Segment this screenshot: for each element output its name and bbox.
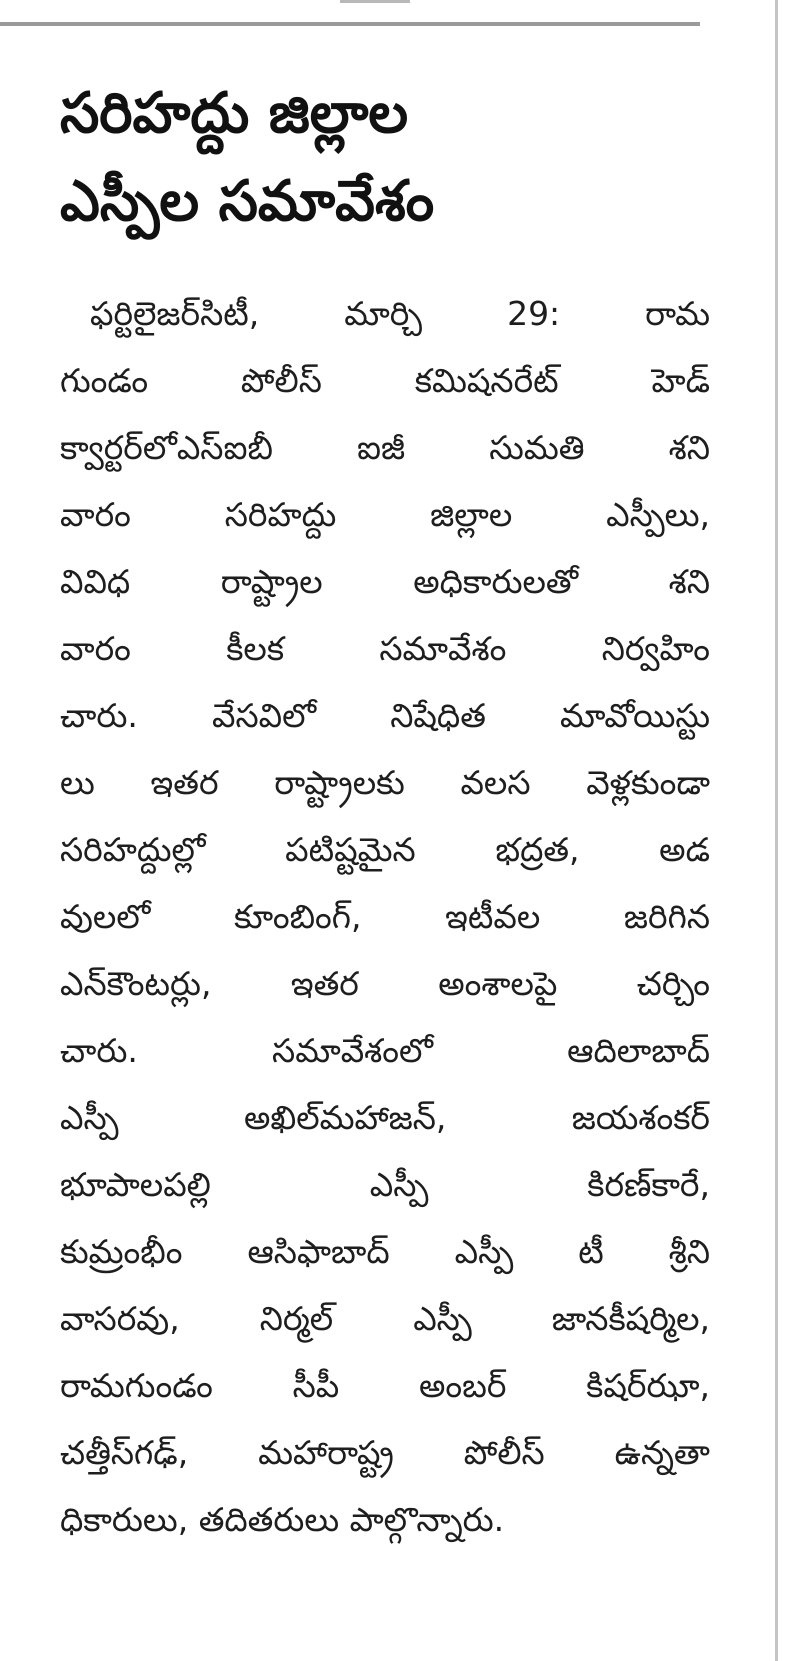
body-line-14: భూపాలపల్లి ఎస్పీ కిరణ్‌కారే, — [60, 1165, 710, 1204]
body-line-2: గుండం పోలీస్ కమిషనరేట్ హెడ్ — [60, 361, 710, 400]
body-line-9: సరిహద్దుల్లో పటిష్టమైన భద్రత, అడ — [60, 830, 710, 869]
headline-line-1: సరిహద్దు జిల్లాల — [60, 81, 409, 146]
body-line-3: క్వార్టర్‌లోఎస్‌ఐబీ ఐజీ సుమతి శని — [60, 428, 710, 467]
body-line-15: కుమ్రంభీం ఆసిఫాబాద్ ఎస్పీ టీ శ్రీని — [60, 1232, 710, 1271]
body-line-1: ఫర్టిలైజర్‌సిటీ, మార్చి 29: రామ — [90, 294, 710, 333]
headline-line-2: ఎస్పీల సమావేశం — [60, 169, 435, 234]
body-line-17: రామగుండం సీపీ అంబర్ కిషర్‌ఝా, — [60, 1366, 710, 1405]
body-line-12: చారు. సమావేశంలో ఆదిలాబాద్ — [60, 1031, 710, 1070]
body-line-4: వారం సరిహద్దు జిల్లాల ఎస్పీలు, — [60, 495, 710, 534]
body-line-11: ఎన్‌కౌంటర్లు, ఇతర అంశాలపై చర్చిం — [60, 964, 710, 1003]
top-divider-rule — [0, 22, 700, 26]
body-line-19: ధికారులు, తదితరులు పాల్గొన్నారు. — [60, 1500, 505, 1539]
body-line-13: ఎస్పీ అఖిల్‌మహాజన్, జయశంకర్ — [60, 1098, 710, 1137]
body-line-18: చత్తీస్‌గఢ్, మహారాష్ట్ర పోలీస్ ఉన్నతా — [60, 1433, 710, 1472]
body-line-7: చారు. వేసవిలో నిషేధిత మావోయిస్టు — [60, 696, 710, 735]
body-line-16: వాసరవు, నిర్మల్ ఎస్పీ జానకీషర్మిల, — [60, 1299, 710, 1338]
body-line-10: వులలో కూంబింగ్, ఇటీవల జరిగిన — [60, 897, 710, 936]
article-headline — [60, 70, 720, 246]
body-line-5: వివిధ రాష్ట్రాల అధికారులతో శని — [60, 562, 710, 601]
column-divider-rule — [775, 0, 778, 1661]
body-line-8: లు ఇతర రాష్ట్రాలకు వలస వెళ్లకుండా — [60, 763, 710, 802]
article-body — [60, 280, 710, 1553]
body-line-6: వారం కీలక సమావేశం నిర్వహిం — [60, 629, 710, 668]
top-rule-stub — [340, 0, 410, 3]
